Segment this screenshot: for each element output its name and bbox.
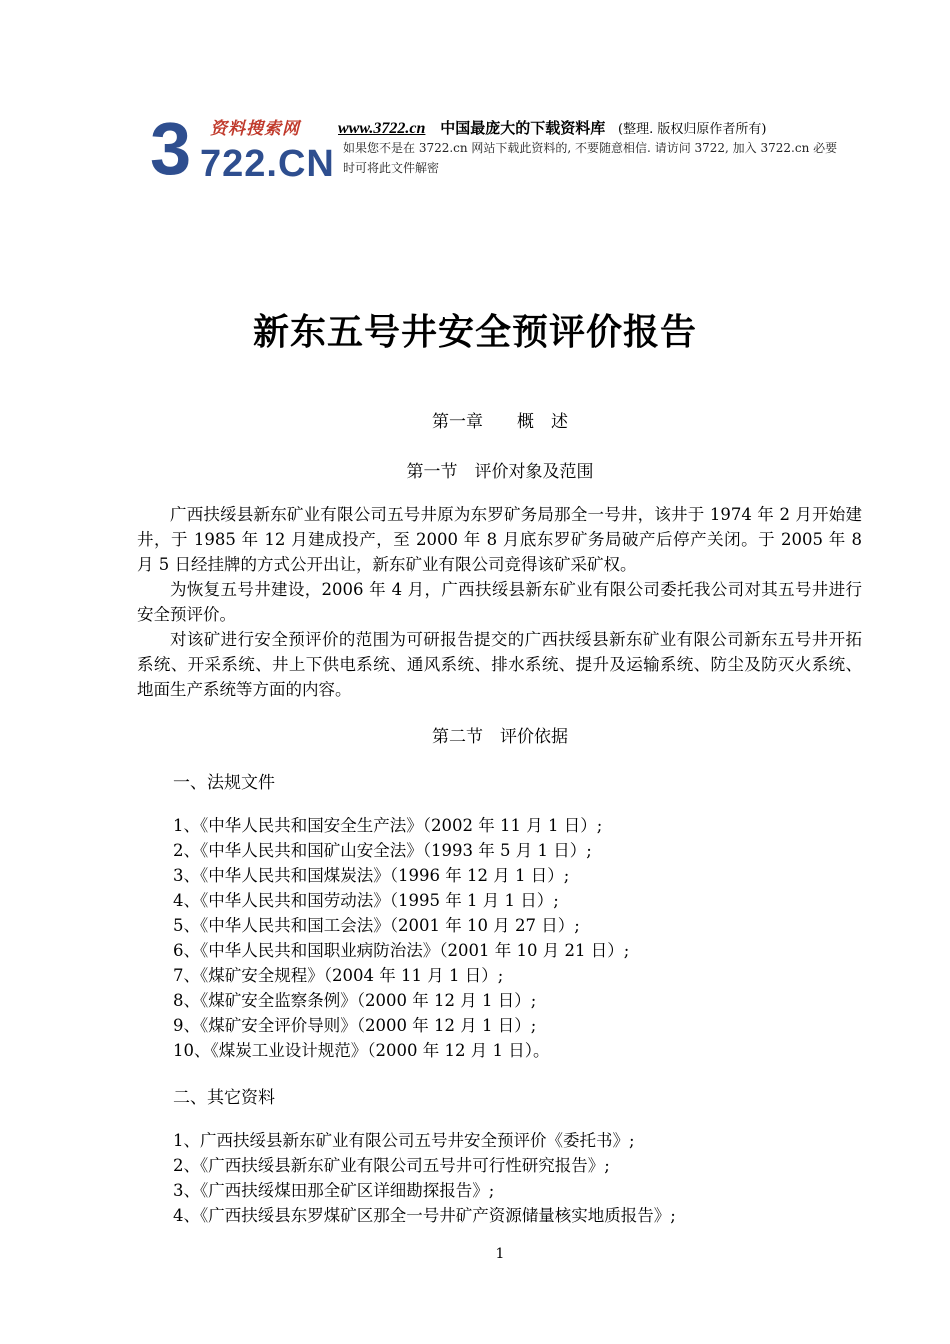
list-item: 3、《中华人民共和国煤炭法》（1996 年 12 月 1 日）;	[173, 866, 570, 885]
list-item: 2、《中华人民共和国矿山安全法》（1993 年 5 月 1 日）;	[173, 841, 592, 860]
site-logo[interactable]	[150, 107, 340, 190]
paragraph: 广西扶绥县新东矿业有限公司五号井原为东罗矿务局那全一号井，该井于 1974 年 2 月开始建井，于 1985 年 12 月建成投产，至 2000 年 8 月底东罗矿务局破产后停产关闭。于 2005 年 8 月 5 日经挂牌的方式公开出让，新东矿业有限公司竞得该矿采矿权。	[137, 505, 862, 574]
list-item: 7、《煤矿安全规程》（2004 年 11 月 1 日）;	[173, 966, 504, 985]
header-rights: (整理. 版权归原作者所有)	[618, 122, 767, 137]
list-item: 4、《中华人民共和国劳动法》（1995 年 1 月 1 日）;	[173, 891, 559, 910]
list-item: 8、《煤矿安全监察条例》（2000 年 12 月 1 日）;	[173, 991, 537, 1010]
list-item: 9、《煤矿安全评价导则》（2000 年 12 月 1 日）;	[173, 1016, 537, 1035]
site-url-link[interactable]: www.3722.cn	[338, 120, 426, 137]
subheading-laws: 一、法规文件	[173, 773, 275, 793]
list-item: 1、广西扶绥县新东矿业有限公司五号井安全预评价《委托书》;	[173, 1131, 635, 1150]
section-heading-2: 第二节 评价依据	[432, 727, 568, 747]
list-item: 10、《煤炭工业设计规范》（2000 年 12 月 1 日）。	[173, 1041, 550, 1060]
header-note: 如果您不是在 3722.cn 网站下载此资料的, 不要随意相信. 请访问 3722, 加入 3722.cn 必要时可将此文件解密	[343, 141, 838, 175]
paragraph: 为恢复五号井建设，2006 年 4 月，广西扶绥县新东矿业有限公司委托我公司对其五号井进行安全预评价。	[137, 580, 862, 624]
list-item: 2、《广西扶绥县新东矿业有限公司五号井可行性研究报告》;	[173, 1156, 610, 1175]
list-item: 5、《中华人民共和国工会法》（2001 年 10 月 27 日）;	[173, 916, 580, 935]
page-number: 1	[495, 1246, 505, 1262]
list-item: 6、《中华人民共和国职业病防治法》（2001 年 10 月 21 日）;	[173, 941, 630, 960]
other-materials-list	[173, 1128, 676, 1228]
logo-domain: 722.CN	[200, 143, 335, 185]
section-heading-1: 第一节 评价对象及范围	[406, 462, 594, 482]
chapter-heading: 第一章 概 述	[432, 412, 568, 432]
paragraph: 对该矿进行安全预评价的范围为可研报告提交的广西扶绥县新东矿业有限公司新东五号井开拓系统、开采系统、井上下供电系统、通风系统、排水系统、提升及运输系统、防尘及防灭火系统、地面生产系统等方面的内容。	[137, 630, 862, 699]
logo-digit: 3	[150, 107, 192, 190]
subheading-other: 二、其它资料	[173, 1088, 275, 1108]
logo-tagline: 资料搜索网	[210, 119, 300, 139]
list-item: 4、《广西扶绥县东罗煤矿区那全一号井矿产资源储量核实地质报告》;	[173, 1206, 676, 1225]
body-paragraphs	[137, 502, 862, 702]
document-title: 新东五号井安全预评价报告	[252, 311, 697, 353]
laws-list	[173, 813, 629, 1063]
header-tagline: 中国最庞大的下载资料库	[440, 119, 606, 137]
header-banner	[338, 117, 766, 138]
list-item: 1、《中华人民共和国安全生产法》（2002 年 11 月 1 日）;	[173, 816, 603, 835]
list-item: 3、《广西扶绥煤田那全矿区详细勘探报告》;	[173, 1181, 495, 1200]
